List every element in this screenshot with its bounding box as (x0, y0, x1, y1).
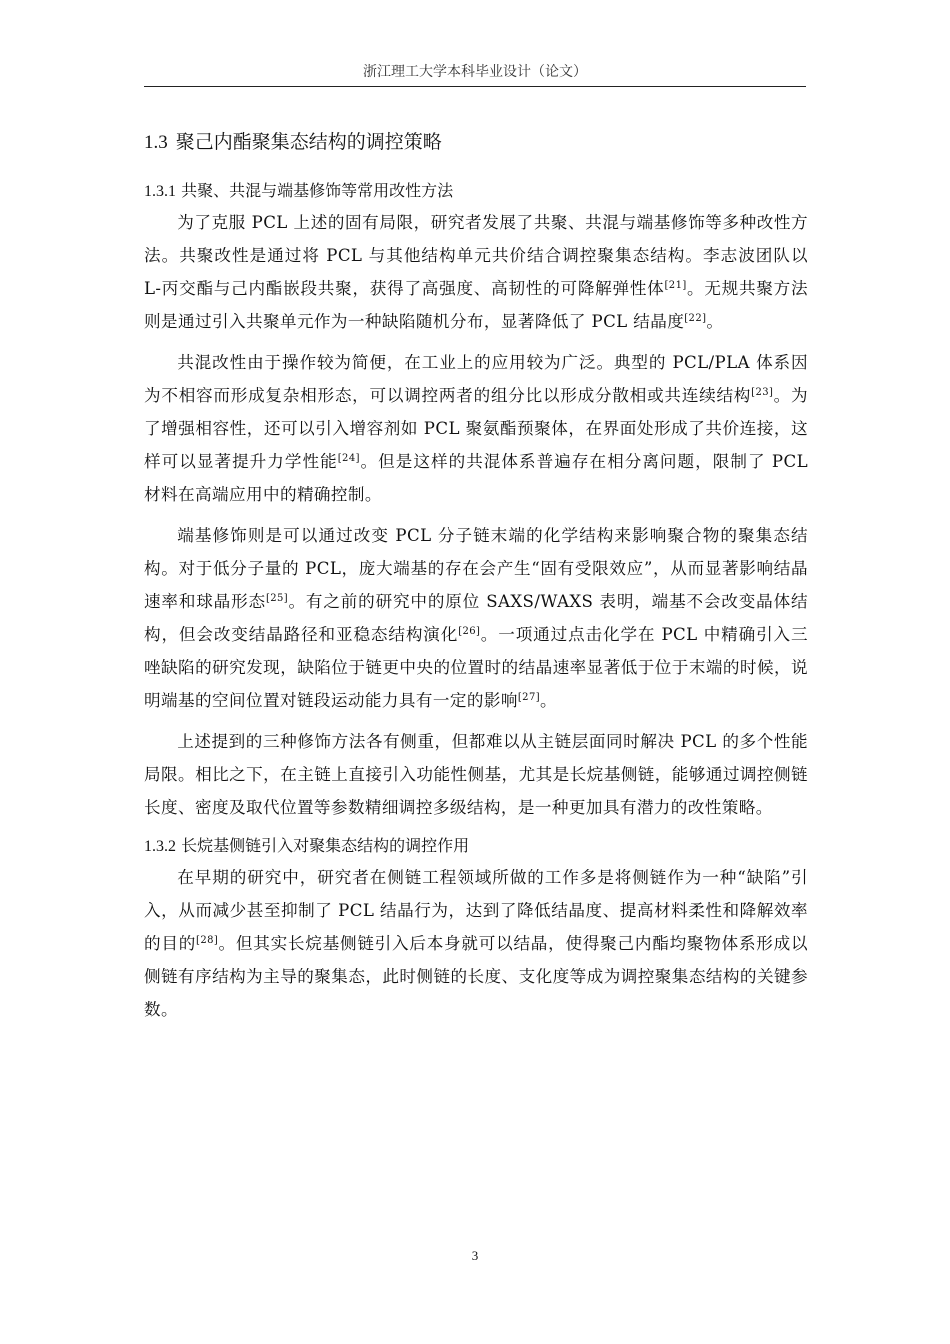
paragraph-text: 。为了增强相容性，还可以引入增容剂如 PCL 聚氨酯预聚体，在界面处形成了共价连接，这样可以显著提升力学性能 (144, 386, 808, 471)
citation-ref: [23] (751, 387, 774, 398)
subsection-title: 共聚、共混与端基修饰等常用改性方法 (181, 181, 454, 200)
section-number: 1.3 (144, 132, 168, 153)
paragraph-text: 。有之前的研究中的原位 SAXS/WAXS 表明，端基不会改变晶体结构，但会改变结晶路径和亚稳态结构演化 (144, 592, 808, 644)
paragraph (144, 519, 808, 717)
paragraph-text: 。但其实长烷基侧链引入后本身就可以结晶，使得聚己内酯均聚物体系形成以侧链有序结构为主导的聚集态，此时侧链的长度、支化度等成为调控聚集态结构的关键参数。 (144, 934, 808, 1019)
paragraph-text: 。一项通过点击化学在 PCL 中精确引入三唑缺陷的研究发现，缺陷位于链更中央的位置时的结晶速率显著低于位于末端的时候，说明端基的空间位置对链段运动能力具有一定的影响 (144, 625, 808, 710)
paragraph-text: 。无规共聚方法则是通过引入共聚单元作为一种缺陷随机分布，显著降低了 PCL 结晶度 (144, 279, 808, 331)
section-title: 聚己内酯聚集态结构的调控策略 (175, 131, 442, 153)
subsection-heading (144, 177, 808, 206)
citation-ref: [25] (265, 593, 289, 604)
section-heading (144, 126, 808, 159)
paragraph (144, 346, 808, 511)
page-header (144, 58, 806, 87)
paragraph (144, 861, 808, 1026)
citation-ref: [21] (664, 280, 687, 291)
paragraph-text: 上述提到的三种修饰方法各有侧重，但都难以从主链层面同时解决 PCL 的多个性能局限。相比之下，在主链上直接引入功能性侧基，尤其是长烷基侧链，能够通过调控侧链长度、密度及取代位置等参数精细调控多级结构，是一种更加具有潜力的改性策略。 (144, 732, 808, 817)
citation-ref: [24] (337, 453, 360, 464)
paragraph-text: 端基修饰则是可以通过改变 PCL 分子链末端的化学结构来影响聚合物的聚集态结构。对于低分子量的 PCL，庞大端基的存在会产生“固有受限效应”，从而显著影响结晶速率和球晶形态 (144, 526, 808, 611)
subsection-title: 长烷基侧链引入对聚集态结构的调控作用 (181, 836, 470, 855)
subsection-1 (144, 177, 808, 824)
paragraph-text: 为了克服 PCL 上述的固有局限，研究者发展了共聚、共混与端基修饰等多种改性方法。共聚改性是通过将 PCL 与其他结构单元共价结合调控聚集态结构。李志波团队以 L-丙交酯与己内酯嵌段共聚，获得了高强度、高韧性的可降解弹性体 (144, 213, 808, 298)
subsection-heading (144, 832, 808, 861)
subsection-2 (144, 832, 808, 1026)
paragraph-text: 。但是这样的共混体系普遍存在相分离问题，限制了 PCL 材料在高端应用中的精确控制。 (144, 452, 808, 504)
paragraph-text: 。 (540, 691, 558, 710)
citation-ref: [26] (458, 626, 481, 637)
paragraph-text: 共混改性由于操作较为简便，在工业上的应用较为广泛。典型的 PCL/PLA 体系因为不相容而形成复杂相形态，可以调控两者的组分比以形成分散相或共连续结构 (144, 353, 808, 405)
header-title: 浙江理工大学本科毕业设计（论文） (363, 64, 587, 80)
paragraph (144, 206, 808, 338)
paragraph (144, 725, 808, 824)
paragraph-text: 在早期的研究中，研究者在侧链工程领域所做的工作多是将侧链作为一种“缺陷”引入，从而减少甚至抑制了 PCL 结晶行为，达到了降低结晶度、提高材料柔性和降解效率的目的 (144, 868, 808, 953)
citation-ref: [22] (684, 313, 707, 324)
citation-ref: [28] (196, 935, 219, 946)
citation-ref: [27] (517, 692, 541, 703)
page-content (144, 116, 808, 1034)
paragraph-text: 。 (706, 312, 724, 331)
subsection-number: 1.3.2 (144, 838, 176, 855)
page-number: 3 (471, 1248, 479, 1263)
subsection-number: 1.3.1 (144, 183, 176, 200)
